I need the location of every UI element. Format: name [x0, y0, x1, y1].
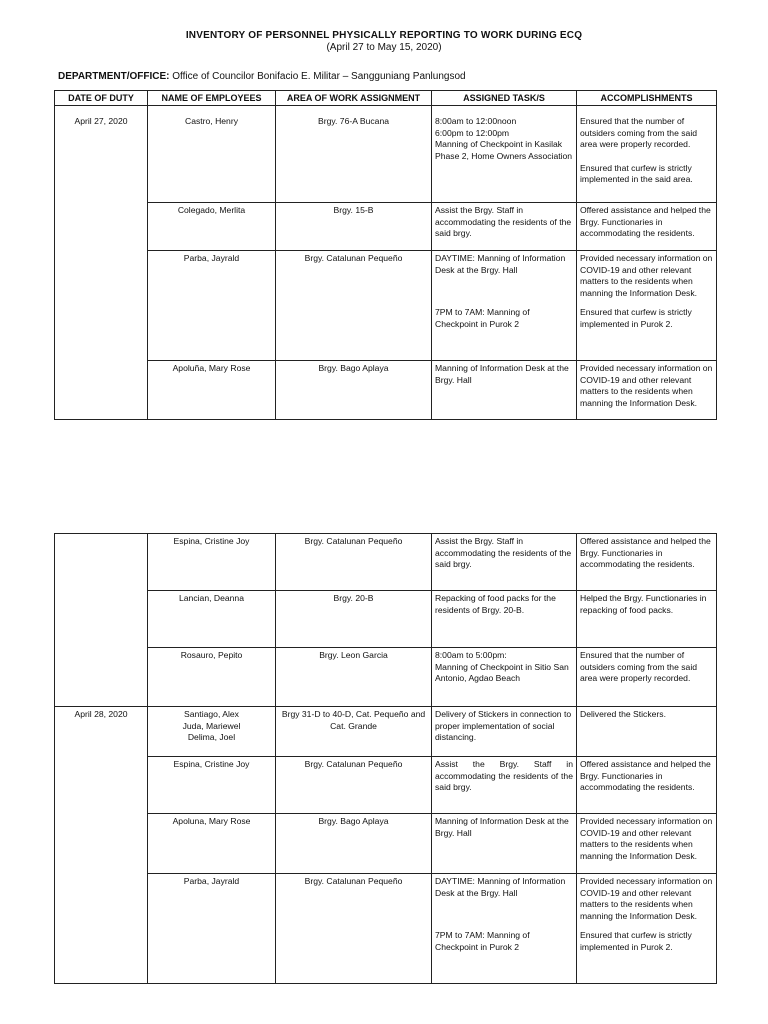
assigned-task-cell: Assist the Brgy. Staff in accommodating the residents of the said brgy. [432, 203, 577, 251]
work-area-cell: Brgy. 20-B [276, 591, 432, 648]
accomplishment-text: Ensured that curfew is strictly implemented in Purok 2. [580, 930, 692, 952]
employee-name-cell: Apoluna, Mary Rose [148, 814, 276, 874]
accomplishment-cell [577, 874, 717, 984]
assigned-task-cell [432, 874, 577, 984]
date-of-duty-cell: April 27, 2020 [55, 106, 148, 420]
assigned-task-cell: 8:00am to 5:00pm: Manning of Checkpoint in Sitio San Antonio, Agdao Beach [432, 648, 577, 707]
document-title: INVENTORY OF PERSONNEL PHYSICALLY REPORTING TO WORK DURING ECQ [185, 30, 583, 41]
employee-name-cell: Santiago, Alex Juda, Mariewel Delima, Joel [148, 707, 276, 757]
work-area-cell: Brgy. Catalunan Pequeño [276, 534, 432, 591]
employee-name-cell: Espina, Cristine Joy [148, 757, 276, 814]
accomplishment-cell: Delivered the Stickers. [577, 707, 717, 757]
assigned-task-cell [432, 251, 577, 361]
accomplishment-cell: Offered assistance and helped the Brgy. Functionaries in accommodating the residents. [577, 534, 717, 591]
accomplishment-cell [577, 251, 717, 361]
employee-name-cell: Espina, Cristine Joy [148, 534, 276, 591]
assigned-task-cell: Delivery of Stickers in connection to proper implementation of social distancing. [432, 707, 577, 757]
table-row [55, 707, 717, 757]
assigned-task-cell: Assist the Brgy. Staff in accommodating the residents of the said brgy. [432, 757, 577, 814]
accomplishment-cell: Provided necessary information on COVID-19 and other relevant matters to the residents when manning the Information Desk. [577, 361, 717, 420]
assigned-task-cell: 8:00am to 12:00noon 6:00pm to 12:00pm Manning of Checkpoint in Kasilak Phase 2, Home Owners Association [432, 106, 577, 203]
accomplishment-text: Provided necessary information on COVID-19 and other relevant matters to the residents when manning the Information Desk. [580, 876, 713, 921]
header-date-of-duty: DATE OF DUTY [55, 91, 148, 106]
document-subtitle: (April 27 to May 15, 2020) [326, 42, 442, 53]
work-area-cell: Brgy. Leon Garcia [276, 648, 432, 707]
assigned-task-cell: Repacking of food packs for the residents of Brgy. 20-B. [432, 591, 577, 648]
task-text: 7PM to 7AM: Manning of Checkpoint in Purok 2 [435, 930, 530, 952]
table-row [55, 203, 717, 251]
accomplishment-cell: Offered assistance and helped the Brgy. Functionaries in accommodating the residents. [577, 203, 717, 251]
task-text: DAYTIME: Manning of Information Desk at the Brgy. Hall [435, 876, 566, 898]
work-area-cell: Brgy. Bago Aplaya [276, 361, 432, 420]
accomplishment-text: Ensured that curfew is strictly implemented in Purok 2. [580, 307, 692, 329]
date-of-duty-cell: April 28, 2020 [55, 707, 148, 984]
employee-name-cell: Parba, Jayrald [148, 251, 276, 361]
work-area-cell: Brgy. 76-A Bucana [276, 106, 432, 203]
accomplishment-cell: Provided necessary information on COVID-19 and other relevant matters to the residents when manning the Information Desk. [577, 814, 717, 874]
assigned-task-cell: Manning of Information Desk at the Brgy. Hall [432, 814, 577, 874]
accomplishment-cell: Offered assistance and helped the Brgy. Functionaries in accommodating the residents. [577, 757, 717, 814]
employee-name-cell: Lancian, Deanna [148, 591, 276, 648]
accomplishment-text: Ensured that the number of outsiders coming from the said area were properly recorded. [580, 116, 698, 149]
accomplishment-cell [577, 106, 717, 203]
assigned-task-cell: Assist the Brgy. Staff in accommodating the residents of the said brgy. [432, 534, 577, 591]
work-area-cell: Brgy. 15-B [276, 203, 432, 251]
table-row [55, 106, 717, 203]
task-text: DAYTIME: Manning of Information Desk at the Brgy. Hall [435, 253, 566, 275]
table-row [55, 814, 717, 874]
header-name-of-employees: NAME OF EMPLOYEES [148, 91, 276, 106]
task-text: 7PM to 7AM: Manning of Checkpoint in Purok 2 [435, 307, 530, 329]
department-value: Office of Councilor Bonifacio E. Militar – Sangguniang Panlungsod [172, 71, 466, 82]
date-of-duty-cell [55, 534, 148, 707]
accomplishment-cell: Ensured that the number of outsiders coming from the said area were properly recorded. [577, 648, 717, 707]
department-label: DEPARTMENT/OFFICE: [58, 71, 170, 82]
department-line [58, 71, 466, 82]
table-row [55, 251, 717, 361]
work-area-cell: Brgy. Catalunan Pequeño [276, 757, 432, 814]
employee-name-cell: Colegado, Merlita [148, 203, 276, 251]
work-area-cell: Brgy. Catalunan Pequeño [276, 251, 432, 361]
employee-name-cell: Castro, Henry [148, 106, 276, 203]
table-row [55, 361, 717, 420]
accomplishment-text: Ensured that curfew is strictly implemented in the said area. [580, 162, 693, 184]
accomplishment-text: Provided necessary information on COVID-19 and other relevant matters to the residents when manning the Information Desk. [580, 253, 713, 298]
table-row [55, 757, 717, 814]
accomplishment-cell: Helped the Brgy. Functionaries in repacking of food packs. [577, 591, 717, 648]
employee-name-cell: Parba, Jayrald [148, 874, 276, 984]
work-area-cell: Brgy. Catalunan Pequeño [276, 874, 432, 984]
header-assigned-tasks: ASSIGNED TASK/S [432, 91, 577, 106]
employee-name-cell: Apoluña, Mary Rose [148, 361, 276, 420]
table-row [55, 591, 717, 648]
assigned-task-cell: Manning of Information Desk at the Brgy. Hall [432, 361, 577, 420]
table-row [55, 874, 717, 984]
table-row [55, 648, 717, 707]
employee-name-cell: Rosauro, Pepito [148, 648, 276, 707]
work-area-cell: Brgy 31-D to 40-D, Cat. Pequeño and Cat. Grande [276, 707, 432, 757]
header-area-of-work-assignment: AREA OF WORK ASSIGNMENT [276, 91, 432, 106]
header-accomplishments: ACCOMPLISHMENTS [577, 91, 717, 106]
table-row [55, 534, 717, 591]
work-area-cell: Brgy. Bago Aplaya [276, 814, 432, 874]
inventory-table-page-section-2 [54, 533, 717, 984]
inventory-table-page-section-1 [54, 90, 717, 420]
table-header-row [55, 91, 717, 106]
